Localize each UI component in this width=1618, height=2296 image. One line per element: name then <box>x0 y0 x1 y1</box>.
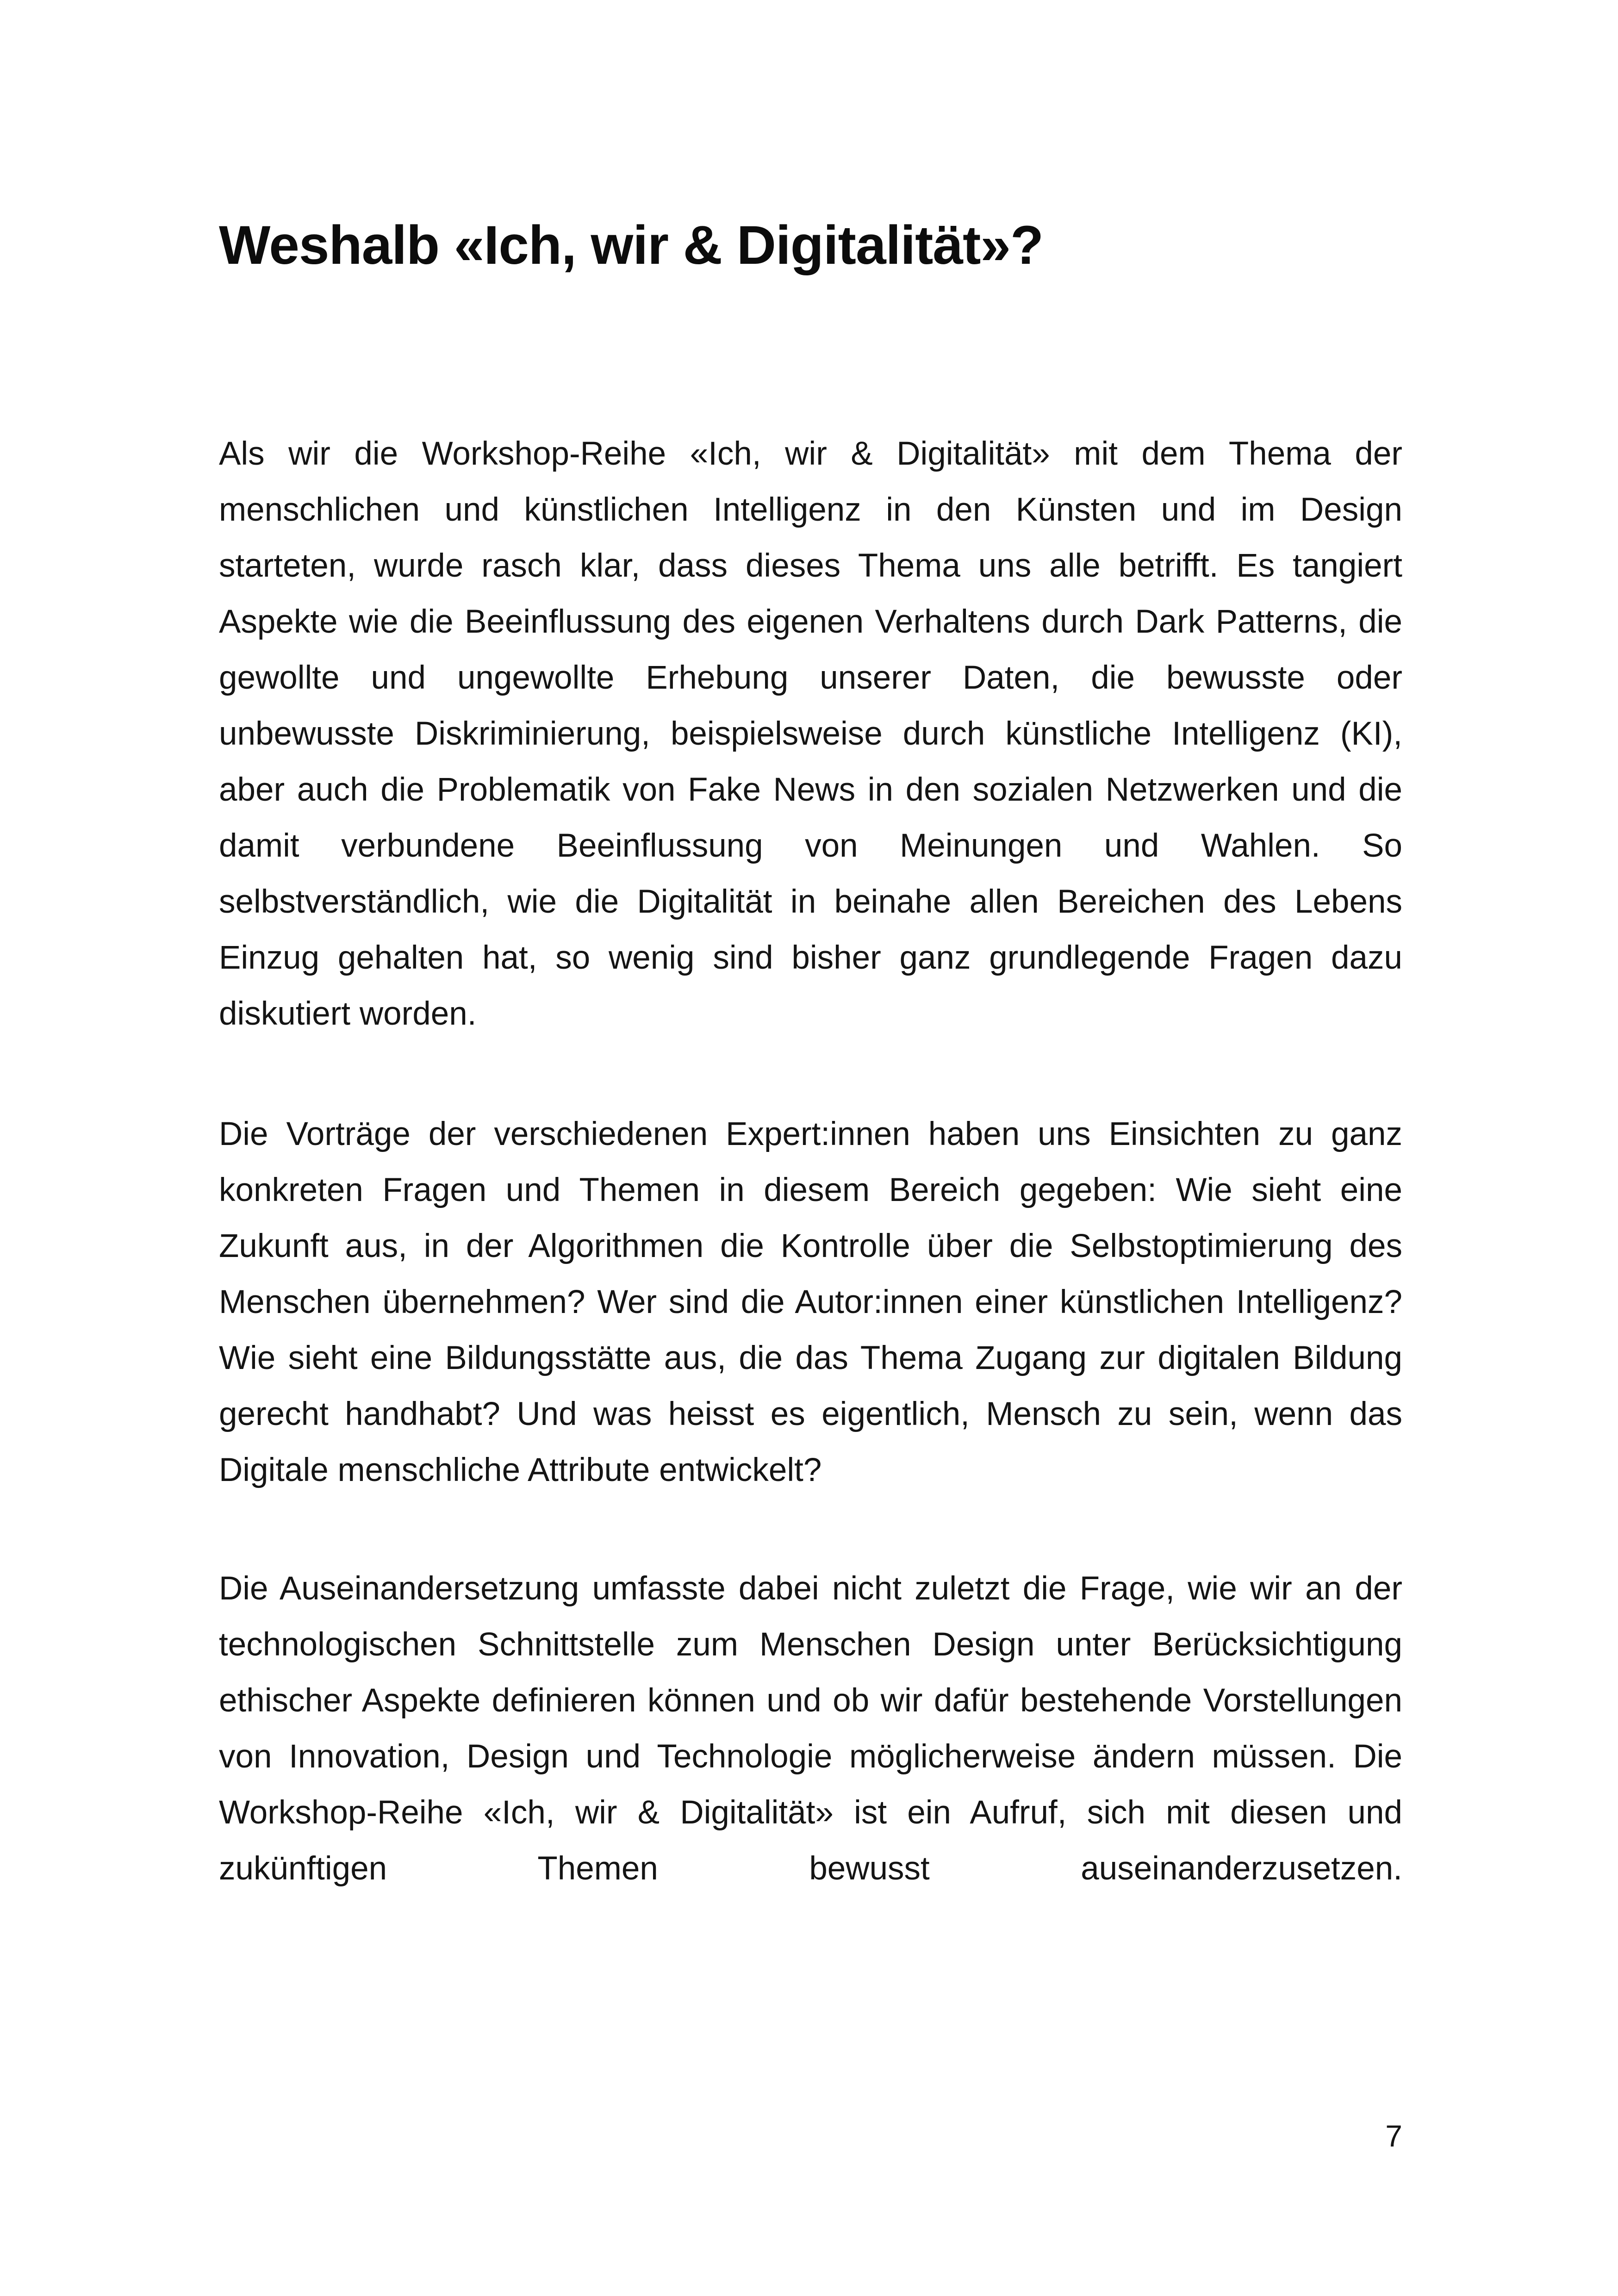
body-paragraph-3: Die Auseinandersetzung umfasste dabei nicht zuletzt die Frage, wie wir an der technologischen Schnittstelle zum Menschen Design unter Berücksichtigung ethischer Aspekte definieren können und ob wir dafür bestehende Vorstellungen von Innovation, Design und Technologie möglicherweise ändern müssen. Die Workshop-Reihe «Ich, wir & Digitalität» ist ein Aufruf, sich mit diesen und zukünftigen Themen bewusst auseinanderzusetzen. <box>219 1570 1402 1887</box>
page-number: 7 <box>1385 2119 1402 2153</box>
page-title: Weshalb «Ich, wir & Digitalität»? <box>219 215 1044 276</box>
body-paragraph-2: Die Vorträge der verschiedenen Expert:innen haben uns Einsichten zu ganz konkreten Fragen und Themen in diesem Bereich gegeben: Wie sieht eine Zukunft aus, in der Algorithmen die Kontrolle über die Selbstoptimierung des Menschen übernehmen? Wer sind die Autor:innen einer künstlichen Intelligenz? Wie sieht eine Bildungsstätte aus, die das Thema Zugang zur digitalen Bildung gerecht handhabt? Und was heisst es eigentlich, Mensch zu sein, wenn das Digitale menschliche Attribute entwickelt? <box>219 1116 1402 1488</box>
body-paragraph-1: Als wir die Workshop-Reihe «Ich, wir & Digitalität» mit dem Thema der menschlichen und künstlichen Intelligenz in den Künsten und im Design starteten, wurde rasch klar, dass dieses Thema uns alle betrifft. Es tangiert Aspekte wie die Beeinflussung des eigenen Verhaltens durch Dark Patterns, die gewollte und ungewollte Erhebung unserer Daten, die bewusste oder unbewusste Diskriminierung, beispielsweise durch künstliche Intelligenz (KI), aber auch die Problematik von Fake News in den sozialen Netzwerken und die damit verbundene Beeinflussung von Meinungen und Wahlen. So selbstverständlich, wie die Digitalität in beinahe allen Bereichen des Lebens Einzug gehalten hat, so wenig sind bisher ganz grundlegende Fragen dazu diskutiert worden. <box>219 436 1402 1032</box>
